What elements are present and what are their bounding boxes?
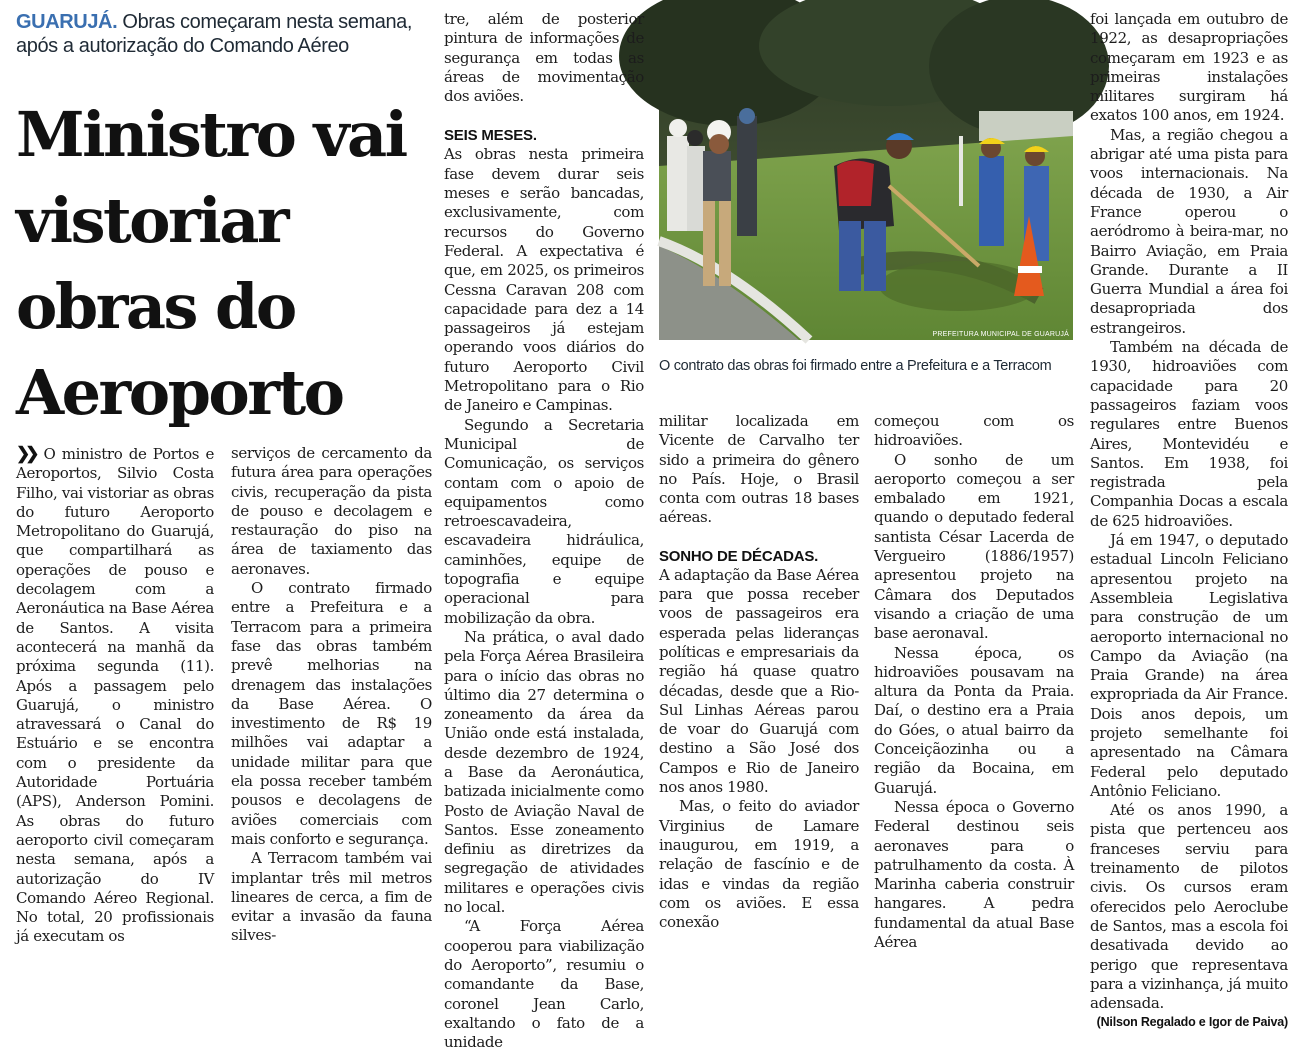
- paragraph: Mas, o feito do aviador Virginius de Lamare inaugurou, em 1919, a relação de fascínio e de idas e vindas da região com os aviões. E essa conexão: [659, 797, 859, 932]
- byline: (Nilson Regalado e Igor de Paiva): [1096, 1015, 1288, 1030]
- paragraph: Mas, a região chegou a abrigar até uma pista para voos internacionais. Na década de 1930, a Air France operou o aeródromo à beira-mar, no Bairro Aviação, em Praia Grande. Durante a II Guerra Mundial a área foi desapropriada dos estrangeiros.: [1090, 125, 1288, 337]
- article-column-3: [444, 10, 644, 1052]
- paragraph: Também na década de 1930, hidroaviões com capacidade para 20 passageiros faziam voos regulares entre Buenos Aires, Montevidéu e Santos. Em 1938, foi registrada pela Companhia Docas a escala de 625 hidroaviões.: [1090, 338, 1288, 530]
- kicker: [16, 10, 441, 58]
- paragraph: militar localizada em Vicente de Carvalho ter sido a primeira do gênero no País. Hoje, o Brasil conta com outras 18 bases aéreas.: [659, 412, 859, 527]
- photo-caption: O contrato das obras foi firmado entre a Prefeitura e a Terracom: [659, 358, 1052, 374]
- paragraph: As obras nesta primeira fase devem durar seis meses e serão bancadas, exclusivamente, com recursos do Governo Federal. A expectativa é que, em 2025, os primeiros Cessna Caravan 208 com capacidade para dez a 14 passageiros já estejam operando voos diários do futuro Aeroporto Civil Metropolitano para o Rio de Janeiro e Campinas.: [444, 145, 644, 415]
- paragraph: O contrato firmado entre a Prefeitura e a Terracom para a primeira fase das obras também prevê melhorias na drenagem das instalações da Base Aérea. O investimento de R$ 19 milhões vai adaptar a unidade militar para que ela possa receber também pousos e decolagens de aviões comerciais com mais conforto e segurança.: [231, 579, 432, 848]
- paragraph: Nessa época o Governo Federal destinou seis aeronaves para o patrulhamento da costa. À Marinha caberia construir hangares. A pedra fundamental da atual Base Aérea: [874, 797, 1074, 952]
- article-column-4: [659, 412, 859, 932]
- article-column-2: [231, 444, 432, 946]
- paragraph: A Terracom também vai implantar três mil metros lineares de cerca, a fim de evitar a invasão da fauna silves-: [231, 849, 432, 945]
- chevron-double-right-icon: ❯❯: [16, 444, 35, 463]
- paragraph: O sonho de um aeroporto começou a ser embalado em 1921, quando o deputado federal santista César Lacerda de Vergueiro (1886/1957) apresentou projeto na Câmara dos Deputados visando a criação de uma base aeronaval.: [874, 450, 1074, 643]
- photo-illustration: [659, 16, 1073, 340]
- paragraph-text: O ministro de Portos e Aeroportos, Silvio Costa Filho, vai vistoriar as obras do futuro Aeroporto Metropolitano do Guarujá, que compartilhará as operações de pouso e decolagem com a Aeronáutica na Base Aérea de Santos. A visita acontecerá na manhã da próxima segunda (11). Após a passagem pelo Guarujá, o ministro atravessará o Canal do Estuário e se encontra com o presidente da Autoridade Portuária (APS), Anderson Pomini. As obras do futuro aeroporto civil começaram nesta semana, após a autorização do IV Comando Aéreo Regional. No total, 20 profissionais já executam os: [16, 445, 214, 946]
- paragraph: Até os anos 1990, a pista que pertenceu aos franceses serviu para treinamento de pilotos civis. Os cursos eram oferecidos pelo Aeroclube de Santos, mas a escola foi desativada devido ao perigo que representava para a vizinhança, já muito adensada.: [1090, 801, 1288, 1013]
- kicker-text: Obras começaram nesta semana, após a autorização do Comando Aéreo: [16, 11, 413, 57]
- paragraph: “A Força Aérea cooperou para viabilização do Aeroporto”, resumiu o comandante da Base, coronel Jean Carlo, exaltando o fato de a unidade: [444, 917, 644, 1052]
- article-column-1: [16, 444, 214, 947]
- paragraph: Já em 1947, o deputado estadual Lincoln Feliciano apresentou projeto na Assembleia Legislativa para construção de um aeroporto internacional no Campo da Aviação (na Praia Grande) na área expropriada da Air France. Dois anos depois, um projeto semelhante foi apresentado na Câmara Federal pelo deputado Antônio Feliciano.: [1090, 531, 1288, 800]
- photo-credit: PREFEITURA MUNICIPAL DE GUARUJÁ: [932, 331, 1069, 338]
- paragraph: foi lançada em outubro de 1922, as desapropriações começaram em 1923 e as primeiras instalações militares surgiram há exatos 100 anos, em 1924.: [1090, 10, 1288, 125]
- lead-paragraph: [16, 444, 214, 947]
- paragraph: Segundo a Secretaria Municipal de Comunicação, os serviços contam com o apoio de equipamentos como retroescavadeira, escavadeira hidráulica, caminhões, equipe de topografia e equipe operacional para mobilização da obra.: [444, 415, 644, 627]
- article-column-5: [874, 412, 1074, 952]
- paragraph: começou com os hidroaviões.: [874, 412, 1074, 450]
- paragraph: tre, além de posterior pintura de informações de segurança em todas as áreas de movimentação dos aviões.: [444, 10, 644, 106]
- article-photo: [659, 16, 1073, 340]
- subhead-seis-meses: SEIS MESES.: [444, 127, 537, 145]
- paragraph: Nessa época, os hidroaviões pousavam na altura da Ponta da Praia. Daí, o destino era a Praia do Góes, o atual bairro da Conceiçãozinha ou a região da Bocaina, em Guarujá.: [874, 643, 1074, 797]
- headline: Ministro vai vistoriar obras do Aeroporto: [16, 98, 406, 429]
- kicker-tag: GUARUJÁ.: [16, 11, 118, 33]
- subhead-sonho-de-decadas: SONHO DE DÉCADAS.: [659, 547, 819, 565]
- paragraph: serviços de cercamento da futura área para operações civis, recuperação da pista de pouso e decolagem e restauração do piso na área de taxiamento das aeronaves.: [231, 444, 432, 578]
- paragraph: Na prática, o aval dado pela Força Aérea Brasileira para o início das obras no último dia 27 determina o zoneamento da área da União onde está instalada, desde dezembro de 1924, a Base da Aeronáutica, batizada inicialmente como Posto de Aviação Naval de Santos. Esse zoneamento definiu as diretrizes da segregação de atividades militares e operações civis no local.: [444, 627, 644, 917]
- article-column-6: [1090, 10, 1288, 1033]
- paragraph: A adaptação da Base Aérea para que possa receber voos de passageiros era esperada pelas lideranças políticas e empresariais da região há quase quatro décadas, desde que a Rio-Sul Linhas Aéreas parou de voar do Guarujá com destino a São José dos Campos e Rio de Janeiro nos anos 1980.: [659, 565, 859, 797]
